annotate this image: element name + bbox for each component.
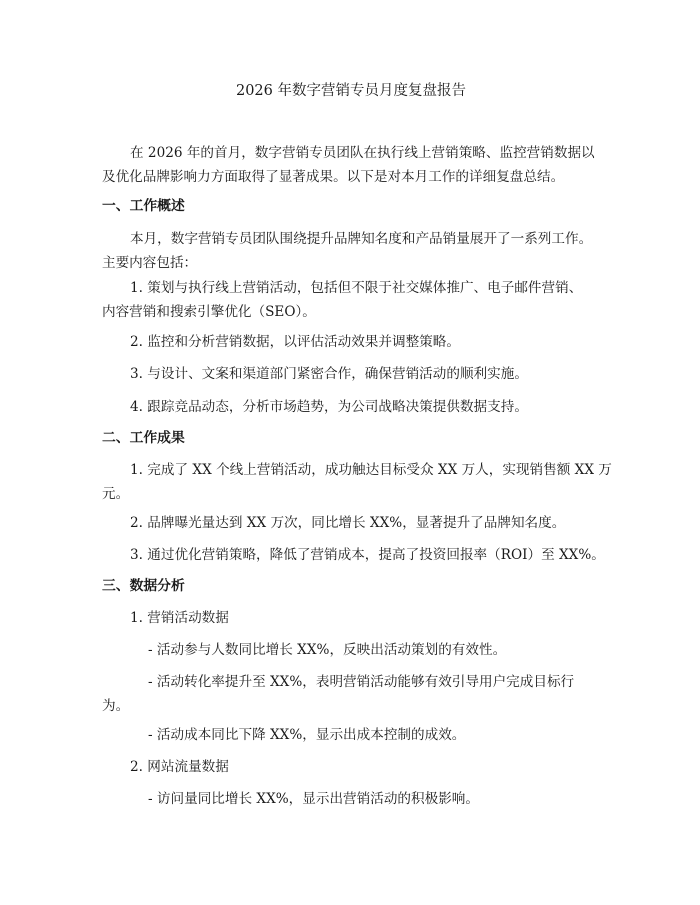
section-2-item-2 [102, 511, 600, 535]
section-3-bullet-2 [102, 670, 600, 718]
section-3-subheading-1-text: 1. 营销活动数据 [130, 610, 229, 626]
section-3-bullet-4 [102, 787, 600, 811]
section-3-bullet-3 [102, 723, 600, 747]
intro-line-2: 及优化品牌影响力方面取得了显著成果。以下是对本月工作的详细复盘总结。 [102, 169, 565, 185]
section-1-heading: 一、工作概述 [102, 198, 185, 214]
section-1-item-2 [102, 330, 600, 354]
section-3-bullet-2-line-1: - 活动转化率提升至 XX%，表明营销活动能够有效引导用户完成目标行 [148, 674, 575, 690]
section-3-subheading-2-text: 2. 网站流量数据 [130, 759, 229, 775]
section-2-item-3-text: 3. 通过优化营销策略，降低了营销成本，提高了投资回报率（ROI）至 XX%。 [130, 547, 605, 563]
section-2-item-2-text: 2. 品牌曝光量达到 XX 万次，同比增长 XX%，显著提升了品牌知名度。 [130, 515, 566, 531]
section-1-item-2-text: 2. 监控和分析营销数据，以评估活动效果并调整策略。 [130, 334, 460, 350]
section-3-bullet-4-text: - 访问量同比增长 XX%，显示出营销活动的积极影响。 [148, 791, 479, 807]
section-1-paragraph [102, 227, 600, 275]
section-3-bullet-1 [102, 638, 600, 662]
section-2-heading: 二、工作成果 [102, 430, 185, 446]
intro-line-1: 在 2026 年的首月，数字营销专员团队在执行线上营销策略、监控营销数据以 [130, 145, 595, 161]
section-2-item-1-line-1: 1. 完成了 XX 个线上营销活动，成功触达目标受众 XX 万人，实现销售额 XX 万 [130, 462, 612, 478]
section-3-bullet-1-text: - 活动参与人数同比增长 XX%，反映出活动策划的有效性。 [148, 642, 507, 658]
section-3-subheading-1 [102, 606, 600, 630]
section-1-item-3-text: 3. 与设计、文案和渠道部门紧密合作，确保营销活动的顺利实施。 [130, 366, 528, 382]
section-3-heading: 三、数据分析 [102, 578, 185, 594]
section-1-item-1-line-2: 内容营销和搜索引擎优化（SEO）。 [102, 304, 316, 320]
section-1-item-4 [102, 395, 600, 419]
document-title: 2026 年数字营销专员月度复盘报告 [235, 83, 466, 99]
section-2-item-1 [102, 458, 612, 506]
intro-paragraph [102, 141, 600, 189]
section-1-item-3 [102, 362, 600, 386]
section-1-item-1-line-1: 1. 策划与执行线上营销活动，包括但不限于社交媒体推广、电子邮件营销、 [130, 280, 583, 296]
section-3-bullet-2-line-2: 为。 [102, 698, 130, 714]
section-2-item-3 [102, 543, 605, 567]
section-1-item-1 [102, 276, 600, 324]
section-3-subheading-2 [102, 755, 600, 779]
section-1-item-4-text: 4. 跟踪竞品动态，分析市场趋势，为公司战略决策提供数据支持。 [130, 399, 528, 415]
section-3-bullet-3-text: - 活动成本同比下降 XX%，显示出成本控制的成效。 [148, 727, 466, 743]
section-1-paragraph-line-2: 主要内容包括： [102, 255, 198, 271]
section-2-item-1-line-2: 元。 [102, 486, 130, 502]
section-1-paragraph-line-1: 本月，数字营销专员团队围绕提升品牌知名度和产品销量展开了一系列工作。 [130, 231, 593, 247]
